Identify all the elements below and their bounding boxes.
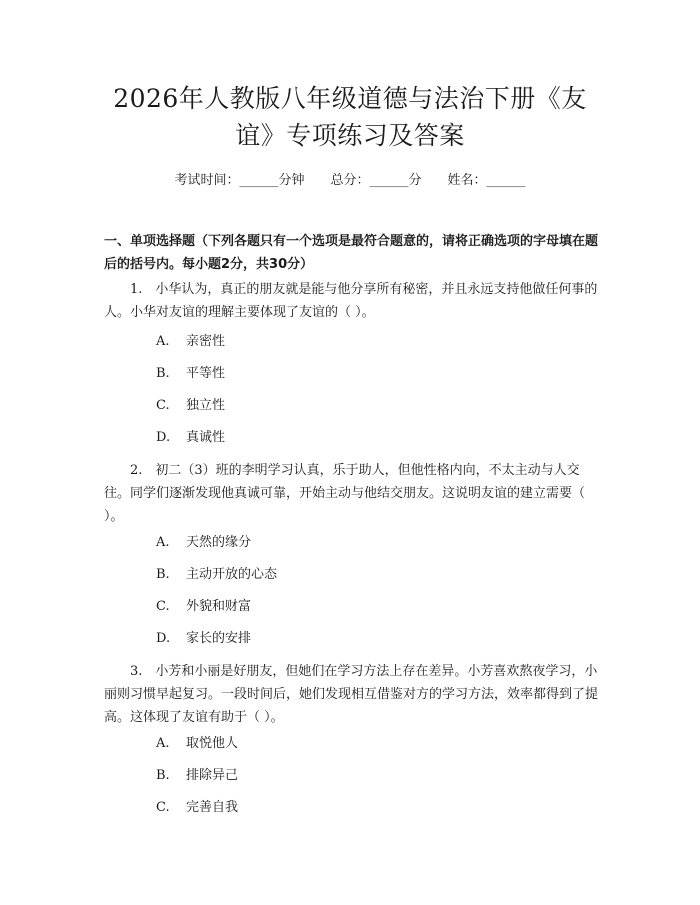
exam-name: 姓名：______ [447,173,526,188]
option-letter: B. [156,567,170,582]
option-text: 主动开放的心态 [186,567,278,582]
q2-option-c [156,598,251,616]
exam-score: 总分：______分 [330,173,422,188]
option-text: 取悦他人 [186,736,239,751]
title-line-2: 谊》专项练习及答案 [235,121,465,150]
option-letter: A. [156,535,170,550]
option-letter: D. [156,430,171,445]
option-letter: C. [156,800,170,815]
q1-option-c [156,397,225,415]
q3-option-a [156,735,238,753]
exam-info [0,169,700,188]
q2-option-d [156,630,251,648]
section-heading: 一、单项选择题（下列各题只有一个选项是最符合题意的，请将正确选项的字母填在题后的括号内。每小题2分，共30分） [104,234,599,272]
page-title [60,80,640,154]
option-letter: C. [156,398,170,413]
option-text: 排除异己 [186,768,239,783]
q3-option-c [156,799,238,817]
option-letter: A. [156,334,170,349]
title-line-1: 2026年人教版八年级道德与法治下册《友 [113,84,587,113]
option-text: 亲密性 [186,334,226,349]
question-2: 2. 初二（3）班的李明学习认真，乐于助人，但他性格内向，不太主动与人交往。同学们逐渐发现他真诚可靠，开始主动与他结交朋友。这说明友谊的建立需要（ ）。 [104,463,586,524]
option-text: 天然的缘分 [186,535,252,550]
q1-option-a [156,333,225,351]
option-text: 独立性 [186,398,226,413]
option-letter: D. [156,631,171,646]
question-3: 3. 小芳和小丽是好朋友，但她们在学习方法上存在差异。小芳喜欢熬夜学习，小丽则习惯早起复习。一段时间后，她们发现相互借鉴对方的学习方法，效率都得到了提高。这体现了友谊有助于（ ）。 [104,664,599,725]
option-letter: A. [156,736,170,751]
exam-time: 考试时间：______分钟 [174,173,305,188]
option-text: 家长的安排 [186,631,252,646]
option-letter: C. [156,599,170,614]
q3-option-b [156,767,238,785]
question-1: 1. 小华认为，真正的朋友就是能与他分享所有秘密，并且永远支持他做任何事的人。小华对友谊的理解主要体现了友谊的（ ）。 [104,282,598,320]
q1-option-b [156,365,225,383]
option-text: 真诚性 [186,430,226,445]
option-letter: B. [156,768,170,783]
option-text: 外貌和财富 [186,599,252,614]
q2-option-a [156,534,251,552]
q2-option-b [156,566,277,584]
option-text: 完善自我 [186,800,239,815]
q1-option-d [156,429,225,447]
option-text: 平等性 [186,366,226,381]
option-letter: B. [156,366,170,381]
